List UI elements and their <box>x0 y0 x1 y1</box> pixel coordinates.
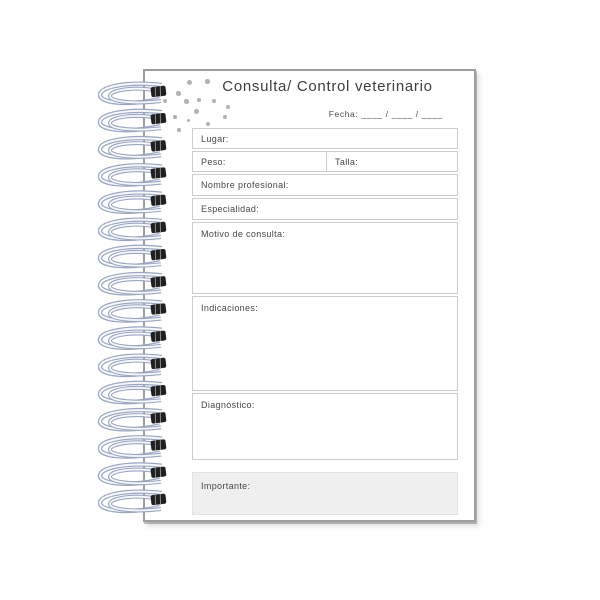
decorative-dot <box>226 105 230 109</box>
field-nombre-profesional <box>192 174 458 196</box>
field-peso-talla-row <box>192 151 458 172</box>
field-label-nombre-profesional: Nombre profesional: <box>201 180 289 190</box>
field-talla <box>326 152 457 171</box>
date-line: Fecha: ____ / ____ / ____ <box>328 109 443 119</box>
field-peso <box>193 152 326 171</box>
field-label-peso: Peso: <box>201 157 226 167</box>
decorative-dot <box>194 109 199 114</box>
field-diagnostico <box>192 393 458 460</box>
field-lugar <box>192 128 458 149</box>
field-label-especialidad: Especialidad: <box>201 204 260 214</box>
page-title: Consulta/ Control veterinario <box>222 78 433 95</box>
field-label-diagnostico: Diagnóstico: <box>201 400 255 410</box>
decorative-dot <box>206 122 210 126</box>
field-label-importante: Importante: <box>201 481 251 491</box>
decorative-dot <box>197 98 201 102</box>
notebook-page <box>143 69 476 522</box>
field-label-motivo: Motivo de consulta: <box>201 229 286 239</box>
decorative-dot <box>223 115 227 119</box>
spiral-binding <box>88 75 188 525</box>
field-label-talla: Talla: <box>335 157 359 167</box>
field-motivo-de-consulta <box>192 222 458 294</box>
field-label-indicaciones: Indicaciones: <box>201 303 259 313</box>
decorative-dot <box>212 99 216 103</box>
field-indicaciones <box>192 296 458 391</box>
field-label-lugar: Lugar: <box>201 134 229 144</box>
consultation-form <box>192 128 458 517</box>
field-especialidad <box>192 198 458 220</box>
field-importante <box>192 472 458 515</box>
